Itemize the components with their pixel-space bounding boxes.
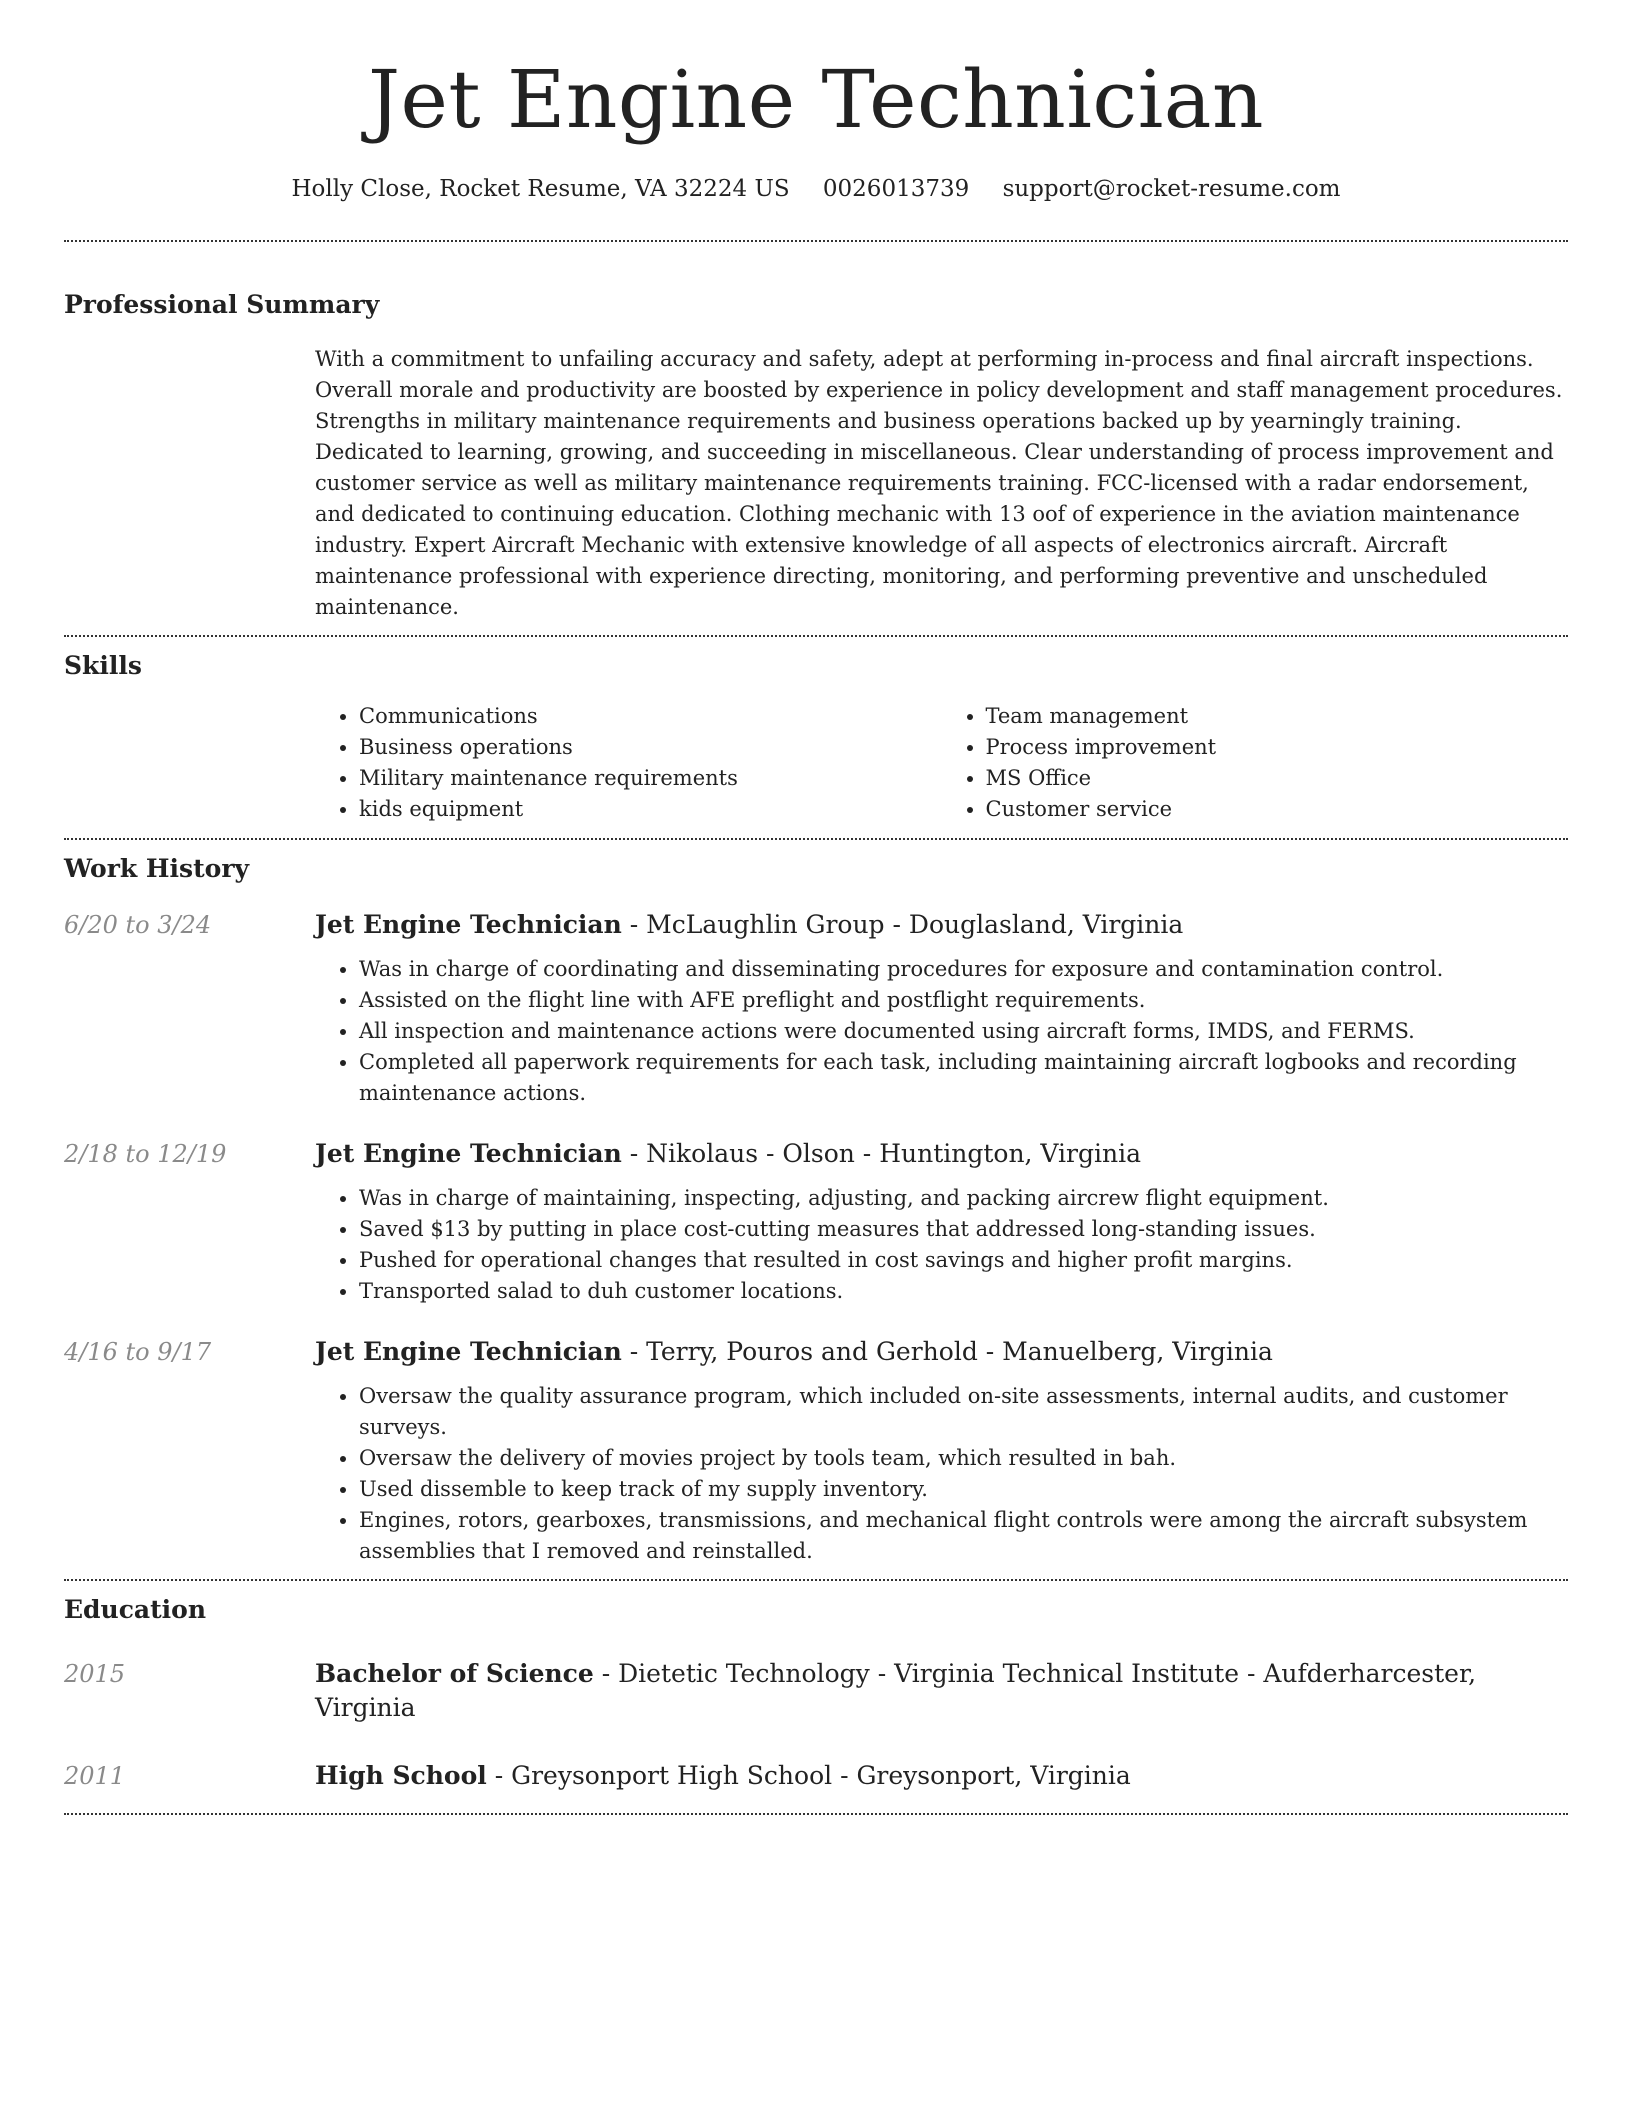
job-role: Jet Engine Technician (315, 1337, 622, 1366)
job-entry (64, 1335, 1568, 1567)
job-body (315, 1137, 1568, 1307)
job-bullet: • Transported salad to duh customer locations. (359, 1276, 1568, 1307)
skills-column-left (315, 701, 942, 825)
contact-address: Holly Close, Rocket Resume, VA 32224 US (291, 176, 790, 202)
job-bullet: • Was in charge of coordinating and disseminating procedures for exposure and contamination control. (359, 954, 1568, 985)
skill-item: • Military maintenance requirements (359, 763, 942, 794)
job-bullets (315, 954, 1568, 1109)
contact-email: support@rocket-resume.com (1002, 176, 1341, 202)
job-bullets (315, 1183, 1568, 1307)
skills-column-right (942, 701, 1569, 825)
job-details: - McLaughlin Group - Douglasland, Virginia (621, 910, 1184, 939)
skill-item: • MS Office (986, 763, 1569, 794)
job-bullet: • Completed all paperwork requirements for each task, including maintaining aircraft logbooks and recording maintenance actions. (359, 1047, 1568, 1109)
skill-item: • Team management (986, 701, 1569, 732)
education-details: - Dietetic Technology - Virginia Technical Institute - Aufderharcester, Virginia (315, 1659, 1477, 1722)
education-section (64, 1581, 1568, 1793)
education-list (64, 1657, 1568, 1793)
job-entry (64, 908, 1568, 1109)
education-entry (64, 1759, 1568, 1793)
work-history-section (64, 840, 1568, 1567)
education-year: 2015 (64, 1660, 126, 1688)
section-title-skills: Skills (64, 651, 142, 680)
section-title-education: Education (64, 1595, 207, 1624)
education-year: 2011 (64, 1762, 126, 1790)
education-title (315, 1657, 1568, 1725)
education-title (315, 1759, 1131, 1793)
job-dates: 4/16 to 9/17 (64, 1338, 212, 1366)
job-body (315, 908, 1568, 1109)
contact-phone: 0026013739 (822, 176, 970, 202)
job-bullets (315, 1381, 1568, 1567)
job-bullet: • Pushed for operational changes that resulted in cost savings and higher profit margins. (359, 1245, 1568, 1276)
job-dates: 6/20 to 3/24 (64, 911, 212, 939)
job-bullet: • Assisted on the flight line with AFE preflight and postflight requirements. (359, 985, 1568, 1016)
job-title (315, 908, 1568, 942)
education-degree: Bachelor of Science (315, 1659, 594, 1688)
section-title-summary: Professional Summary (64, 290, 380, 319)
summary-text: With a commitment to unfailing accuracy and safety, adept at performing in-process and final aircraft inspections. Overall morale and productivity are boosted by experience in policy development and staff management procedures. Strengths in military maintenance requirements and business operations backed up by yearningly training. Dedicated to learning, growing, and succeeding in miscellaneous. Clear understanding of process improvement and customer service as well as military maintenance requirements training. FCC-licensed with a radar endorsement, and dedicated to continuing education. Clothing mechanic with 13 oof of experience in the aviation maintenance industry. Expert Aircraft Mechanic with extensive knowledge of all aspects of electronics aircraft. Aircraft maintenance professional with experience directing, monitoring, and performing preventive and unscheduled maintenance. (315, 347, 1563, 619)
job-bullet: • Oversaw the quality assurance program, which included on-site assessments, internal audits, and customer surveys. (359, 1381, 1568, 1443)
education-entry (64, 1657, 1568, 1725)
job-body (315, 1335, 1568, 1567)
skill-item: • Customer service (986, 794, 1569, 825)
job-bullet: • All inspection and maintenance actions were documented using aircraft forms, IMDS, and FERMS. (359, 1016, 1568, 1047)
job-dates: 2/18 to 12/19 (64, 1140, 227, 1168)
candidate-name: Jet Engine Technician (367, 53, 1265, 146)
job-details: - Terry, Pouros and Gerhold - Manuelberg, Virginia (621, 1337, 1273, 1366)
skill-item: • Communications (359, 701, 942, 732)
job-bullet: • Engines, rotors, gearboxes, transmissions, and mechanical flight controls were among the aircraft subsystem assemblies that I removed and reinstalled. (359, 1505, 1568, 1567)
skill-item: • Process improvement (986, 732, 1569, 763)
job-role: Jet Engine Technician (315, 910, 622, 939)
job-role: Jet Engine Technician (315, 1139, 622, 1168)
professional-summary-section (64, 242, 1568, 623)
education-details: - Greysonport High School - Greysonport, Virginia (486, 1761, 1131, 1790)
skills-list (315, 701, 1568, 825)
job-bullet: • Was in charge of maintaining, inspecting, adjusting, and packing aircrew flight equipment. (359, 1183, 1568, 1214)
contact-info (64, 172, 1568, 206)
section-title-work: Work History (64, 854, 250, 883)
job-bullet: • Saved $13 by putting in place cost-cutting measures that addressed long-standing issues. (359, 1214, 1568, 1245)
skill-item: • kids equipment (359, 794, 942, 825)
education-degree: High School (315, 1761, 487, 1790)
job-title (315, 1335, 1568, 1369)
skill-item: • Business operations (359, 732, 942, 763)
skills-section (64, 637, 1568, 825)
job-details: - Nikolaus - Olson - Huntington, Virginia (621, 1139, 1141, 1168)
divider (64, 1813, 1568, 1815)
job-entry (64, 1137, 1568, 1307)
job-bullet: • Used dissemble to keep track of my supply inventory. (359, 1474, 1568, 1505)
job-list (64, 908, 1568, 1567)
job-bullet: • Oversaw the delivery of movies project by tools team, which resulted in bah. (359, 1443, 1568, 1474)
job-title (315, 1137, 1568, 1171)
